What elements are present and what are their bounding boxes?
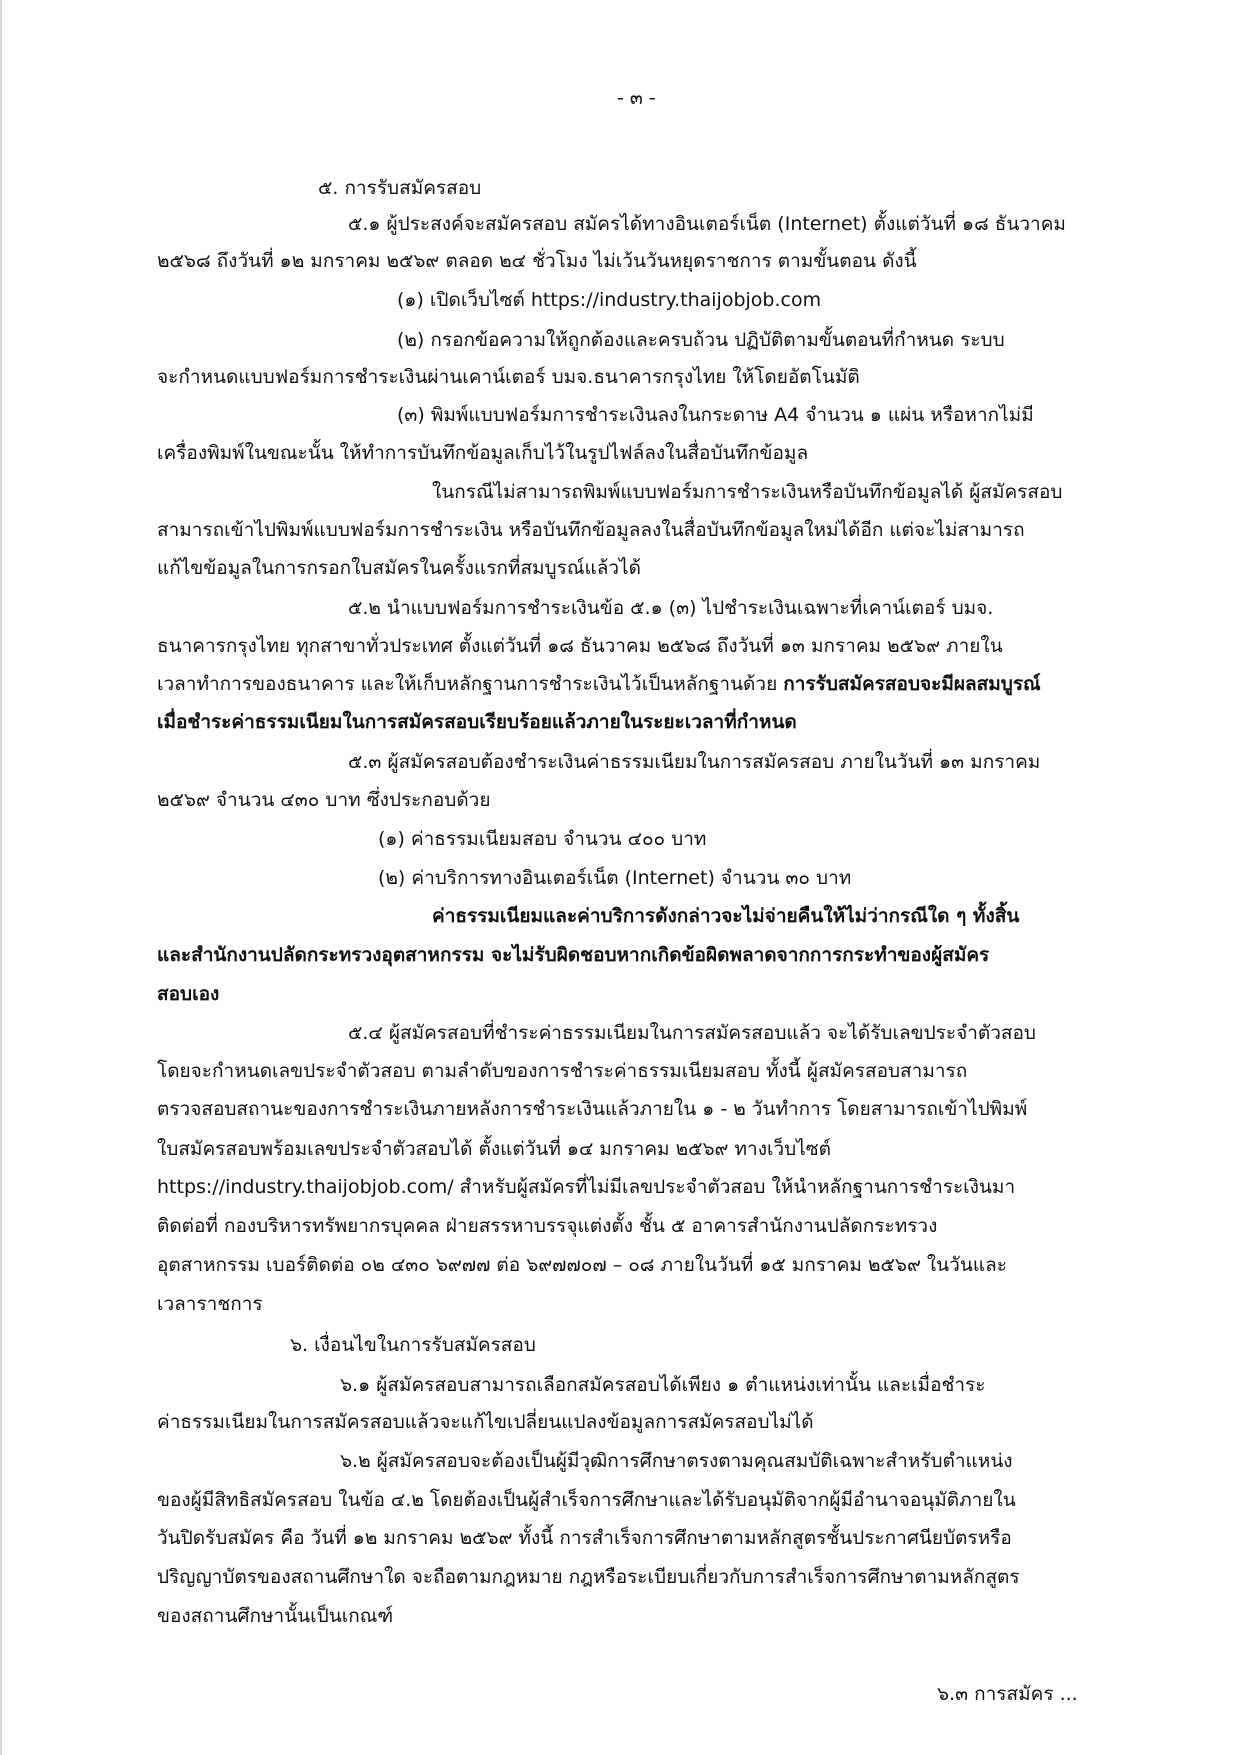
- item-5-4-line-7: อุตสาหกรรม เบอร์ติดต่อ ๐๒ ๔๓๐ ๖๙๗๗ ต่อ ๖๙๗๗๐๗ – ๐๘ ภายในวันที่ ๑๕ มกราคม ๒๕๖๙ ในวันและ: [157, 1254, 1007, 1276]
- item-6-2-line-5: ของสถานศึกษานั้นเป็นเกณฑ์: [157, 1605, 394, 1627]
- fee-note-line-1: ค่าธรรมเนียมและค่าบริการดังกล่าวจะไม่จ่ายคืนให้ไม่ว่ากรณีใด ๆ ทั้งสิ้น: [432, 905, 1020, 927]
- item-5-2-line-1: ๕.๒ นำแบบฟอร์มการชำระเงินข้อ ๕.๑ (๓) ไปชำระเงินเฉพาะที่เคาน์เตอร์ บมจ.: [348, 597, 994, 619]
- item-6-2-line-1: ๖.๒ ผู้สมัครสอบจะต้องเป็นผู้มีวุฒิการศึกษาตรงตามคุณสมบัติเฉพาะสำหรับตำแหน่ง: [340, 1450, 1013, 1472]
- note-line-1: ในกรณีไม่สามารถพิมพ์แบบฟอร์มการชำระเงินหรือบันทึกข้อมูลได้ ผู้สมัครสอบ: [432, 481, 1063, 503]
- item-5-4-line-6: ติดต่อที่ กองบริหารทรัพยากรบุคคล ฝ่ายสรรหาบรรจุแต่งตั้ง ชั้น ๕ อาคารสำนักงานปลัดกระทรวง: [157, 1215, 938, 1237]
- fee-item-2: (๒) ค่าบริการทางอินเตอร์เน็ต (Internet) จำนวน ๓๐ บาท: [378, 867, 852, 889]
- continuation-marker: ๖.๓ การสมัคร ...: [937, 1683, 1078, 1705]
- note-line-3: แก้ไขข้อมูลในการกรอกใบสมัครในครั้งแรกที่สมบูรณ์แล้วได้: [157, 557, 641, 579]
- item-5-2-line-3-bold: การรับสมัครสอบจะมีผลสมบูรณ์: [783, 673, 1041, 695]
- item-6-2-line-3: วันปิดรับสมัคร คือ วันที่ ๑๒ มกราคม ๒๕๖๙ ทั้งนี้ การสำเร็จการศึกษาตามหลักสูตรชั้นประกาศนียบัตรหรือ: [157, 1527, 1012, 1549]
- page-number: - ๓ -: [617, 87, 656, 109]
- fee-note-line-3: สอบเอง: [157, 983, 220, 1005]
- item-5-4-line-4: ใบสมัครสอบพร้อมเลขประจำตัวสอบได้ ตั้งแต่วันที่ ๑๔ มกราคม ๒๕๖๙ ทางเว็บไซต์: [157, 1138, 831, 1160]
- item-5-2-line-4: เมื่อชำระค่าธรรมเนียมในการสมัครสอบเรียบร้อยแล้วภายในระยะเวลาที่กำหนด: [157, 711, 797, 733]
- step-3-line-2: เครื่องพิมพ์ในขณะนั้น ให้ทำการบันทึกข้อมูลเก็บไว้ในรูปไฟล์ลงในสื่อบันทึกข้อมูล: [157, 442, 809, 464]
- section-5-heading: ๕. การรับสมัครสอบ: [318, 177, 482, 199]
- item-5-2-line-3-normal: เวลาทำการของธนาคาร และให้เก็บหลักฐานการชำระเงินไว้เป็นหลักฐานด้วย: [157, 673, 784, 695]
- step-2-line-1: (๒) กรอกข้อความให้ถูกต้องและครบถ้วน ปฏิบัติตามขั้นตอนที่กำหนด ระบบ: [397, 329, 1005, 351]
- item-6-2-line-2: ของผู้มีสิทธิสมัครสอบ ในข้อ ๔.๒ โดยต้องเป็นผู้สำเร็จการศึกษาและได้รับอนุมัติจากผู้มีอำนาจอนุมัติภายใน: [157, 1489, 1016, 1511]
- item-6-1-line-2: ค่าธรรมเนียมในการสมัครสอบแล้วจะแก้ไขเปลี่ยนแปลงข้อมูลการสมัครสอบไม่ได้: [157, 1411, 814, 1433]
- item-6-1-line-1: ๖.๑ ผู้สมัครสอบสามารถเลือกสมัครสอบได้เพียง ๑ ตำแหน่งเท่านั้น และเมื่อชำระ: [340, 1374, 986, 1396]
- section-6-heading: ๖. เงื่อนไขในการรับสมัครสอบ: [290, 1334, 536, 1356]
- item-5-4-line-3: ตรวจสอบสถานะของการชำระเงินภายหลังการชำระเงินแล้วภายใน ๑ - ๒ วันทำการ โดยสามารถเข้าไปพิมพ์: [157, 1098, 1028, 1120]
- step-3-line-1: (๓) พิมพ์แบบฟอร์มการชำระเงินลงในกระดาษ A4 จำนวน ๑ แผ่น หรือหากไม่มี: [397, 404, 1034, 426]
- item-5-2-line-2: ธนาคารกรุงไทย ทุกสาขาทั่วประเทศ ตั้งแต่วันที่ ๑๘ ธันวาคม ๒๕๖๘ ถึงวันที่ ๑๓ มกราคม ๒๕๖๙ ภายใน: [157, 635, 1003, 657]
- step-1: (๑) เปิดเว็บไซต์ https://industry.thaijobjob.com: [397, 289, 822, 311]
- item-5-4-line-5: https://industry.thaijobjob.com/ สำหรับผู้สมัครที่ไม่มีเลขประจำตัวสอบ ให้นำหลักฐานการชำระเงินมา: [157, 1176, 1016, 1198]
- item-6-2-line-4: ปริญญาบัตรของสถานศึกษาใด จะถือตามกฎหมาย กฎหรือระเบียบเกี่ยวกับการสำเร็จการศึกษาตามหลักสูตร: [157, 1566, 1020, 1588]
- item-5-1-line-2: ๒๕๖๘ ถึงวันที่ ๑๒ มกราคม ๒๕๖๙ ตลอด ๒๔ ชั่วโมง ไม่เว้นวันหยุดราชการ ตามขั้นตอน ดังนี้: [157, 250, 917, 272]
- item-5-4-line-2: โดยจะกำหนดเลขประจำตัวสอบ ตามลำดับของการชำระค่าธรรมเนียมสอบ ทั้งนี้ ผู้สมัครสอบสามารถ: [157, 1060, 968, 1082]
- note-line-2: สามารถเข้าไปพิมพ์แบบฟอร์มการชำระเงิน หรือบันทึกข้อมูลลงในสื่อบันทึกข้อมูลใหม่ได้อีก แต่จะไม่สามารถ: [157, 519, 1025, 541]
- fee-note-line-2: และสำนักงานปลัดกระทรวงอุตสาหกรรม จะไม่รับผิดชอบหากเกิดข้อผิดพลาดจากการกระทำของผู้สมัคร: [157, 944, 990, 966]
- fee-item-1: (๑) ค่าธรรมเนียมสอบ จำนวน ๔๐๐ บาท: [378, 828, 707, 850]
- item-5-1-line-1: ๕.๑ ผู้ประสงค์จะสมัครสอบ สมัครได้ทางอินเตอร์เน็ต (Internet) ตั้งแต่วันที่ ๑๘ ธันวาคม: [348, 213, 1066, 235]
- item-5-3-line-2: ๒๕๖๙ จำนวน ๔๓๐ บาท ซึ่งประกอบด้วย: [157, 789, 491, 811]
- item-5-4-line-1: ๕.๔ ผู้สมัครสอบที่ชำระค่าธรรมเนียมในการสมัครสอบแล้ว จะได้รับเลขประจำตัวสอบ: [348, 1022, 1036, 1044]
- step-2-line-2: จะกำหนดแบบฟอร์มการชำระเงินผ่านเคาน์เตอร์ บมจ.ธนาคารกรุงไทย ให้โดยอัตโนมัติ: [157, 366, 860, 388]
- item-5-2-line-3: [157, 670, 1041, 698]
- item-5-3-line-1: ๕.๓ ผู้สมัครสอบต้องชำระเงินค่าธรรมเนียมในการสมัครสอบ ภายในวันที่ ๑๓ มกราคม: [348, 751, 1041, 773]
- item-5-4-line-8: เวลาราชการ: [157, 1293, 263, 1315]
